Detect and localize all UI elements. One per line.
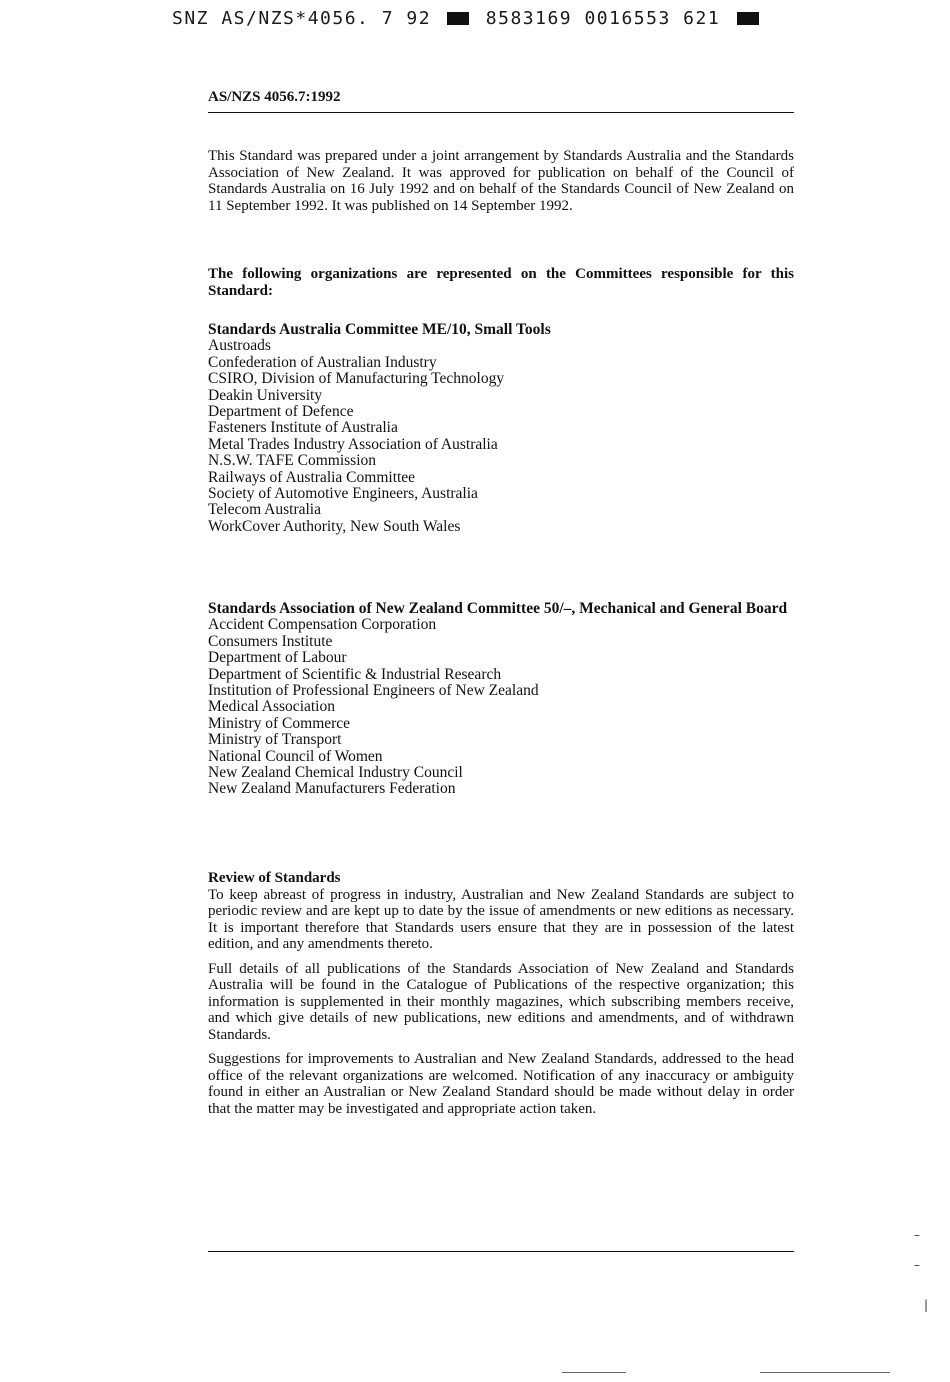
committee-member: Society of Automotive Engineers, Australia: [208, 485, 478, 503]
header-code-line: [172, 8, 763, 29]
member-list: [208, 617, 808, 797]
committee-member: Austroads: [208, 337, 271, 355]
committee-member: Department of Defence: [208, 403, 354, 421]
committee-member: Medical Association: [208, 698, 335, 716]
committee-title: Standards Australia Committee ME/10, Small Tools: [208, 321, 551, 338]
committee-member: Institution of Professional Engineers of New Zealand: [208, 682, 539, 700]
organizations-heading: The following organizations are represented on the Committees responsible for this Standard:: [208, 266, 794, 299]
committee-member: New Zealand Chemical Industry Council: [208, 764, 463, 782]
preparation-paragraph: This Standard was prepared under a joint arrangement by Standards Australia and the Standards Association of New Zealand. It was approved for publication on behalf of the Council of Standards Australia on 16 July 1992 and on behalf of the Standards Council of New Zealand on 11 September 1992. It was published on 14 September 1992.: [208, 148, 794, 214]
committee-member: Ministry of Commerce: [208, 714, 351, 732]
header-code-part1: SNZ AS/NZS*4056. 7 92: [172, 8, 432, 29]
committee-member: Consumers Institute: [208, 632, 333, 650]
top-rule: [208, 112, 794, 113]
committee-member: Railways of Australia Committee: [208, 468, 416, 486]
bottom-rule: [208, 1251, 794, 1252]
committee-member: Department of Labour: [208, 649, 347, 667]
barcode-block: [737, 12, 759, 25]
committee-new-zealand: [208, 601, 808, 798]
review-paragraph: To keep abreast of progress in industry, Australian and New Zealand Standards are subject to periodic review and are kept up to date by the issue of amendments or new editions as necessary. It is important therefore that Standards users ensure that they are in possession of the latest edition, and any amendments thereto.: [208, 886, 794, 952]
review-paragraph: Suggestions for improvements to Australian and New Zealand Standards, addressed to the head office of the relevant organizations are welcomed. Notification of any inaccuracy or ambiguity found in either an Australian or New Zealand Standard should be made without delay in order that the matter may be investigated and appropriate action taken.: [208, 1051, 794, 1117]
committee-member: Metal Trades Industry Association of Australia: [208, 435, 498, 453]
review-title: Review of Standards: [208, 870, 341, 886]
committee-member: Department of Scientific & Industrial Research: [208, 665, 502, 683]
committee-member: Fasteners Institute of Australia: [208, 419, 398, 437]
committee-member: WorkCover Authority, New South Wales: [208, 517, 461, 535]
committee-member: CSIRO, Division of Manufacturing Technology: [208, 370, 505, 388]
review-section: [208, 870, 794, 1125]
committee-member: National Council of Women: [208, 747, 383, 765]
scan-dash: [562, 1372, 626, 1373]
margin-mark: –: [914, 1258, 920, 1272]
review-paragraph: Full details of all publications of the Standards Association of New Zealand and Standards Australia will be found in the Catalogue of Publications of the respective organization; this information is supplemented in their monthly magazines, which subscribing members receive, and which give details of new publications, new editions and amendments, and of withdrawn Standards.: [208, 960, 794, 1043]
document-number: AS/NZS 4056.7:1992: [208, 89, 341, 105]
barcode-block: [447, 12, 469, 25]
committee-member: N.S.W. TAFE Commission: [208, 452, 377, 470]
committee-member: Deakin University: [208, 386, 323, 404]
committee-title: Standards Association of New Zealand Committee 50/–, Mechanical and General Board: [208, 600, 788, 617]
committee-member: New Zealand Manufacturers Federation: [208, 780, 456, 798]
margin-mark: |: [924, 1298, 929, 1312]
scan-dash: [760, 1372, 890, 1373]
header-code-part2: 8583169 0016553 621: [485, 8, 721, 29]
committee-member: Confederation of Australian Industry: [208, 353, 437, 371]
committee-member: Ministry of Transport: [208, 731, 342, 749]
margin-mark: –: [914, 1228, 920, 1242]
committee-australia: [208, 322, 808, 535]
member-list: [208, 338, 808, 535]
committee-member: Telecom Australia: [208, 501, 321, 519]
committee-member: Accident Compensation Corporation: [208, 616, 437, 634]
